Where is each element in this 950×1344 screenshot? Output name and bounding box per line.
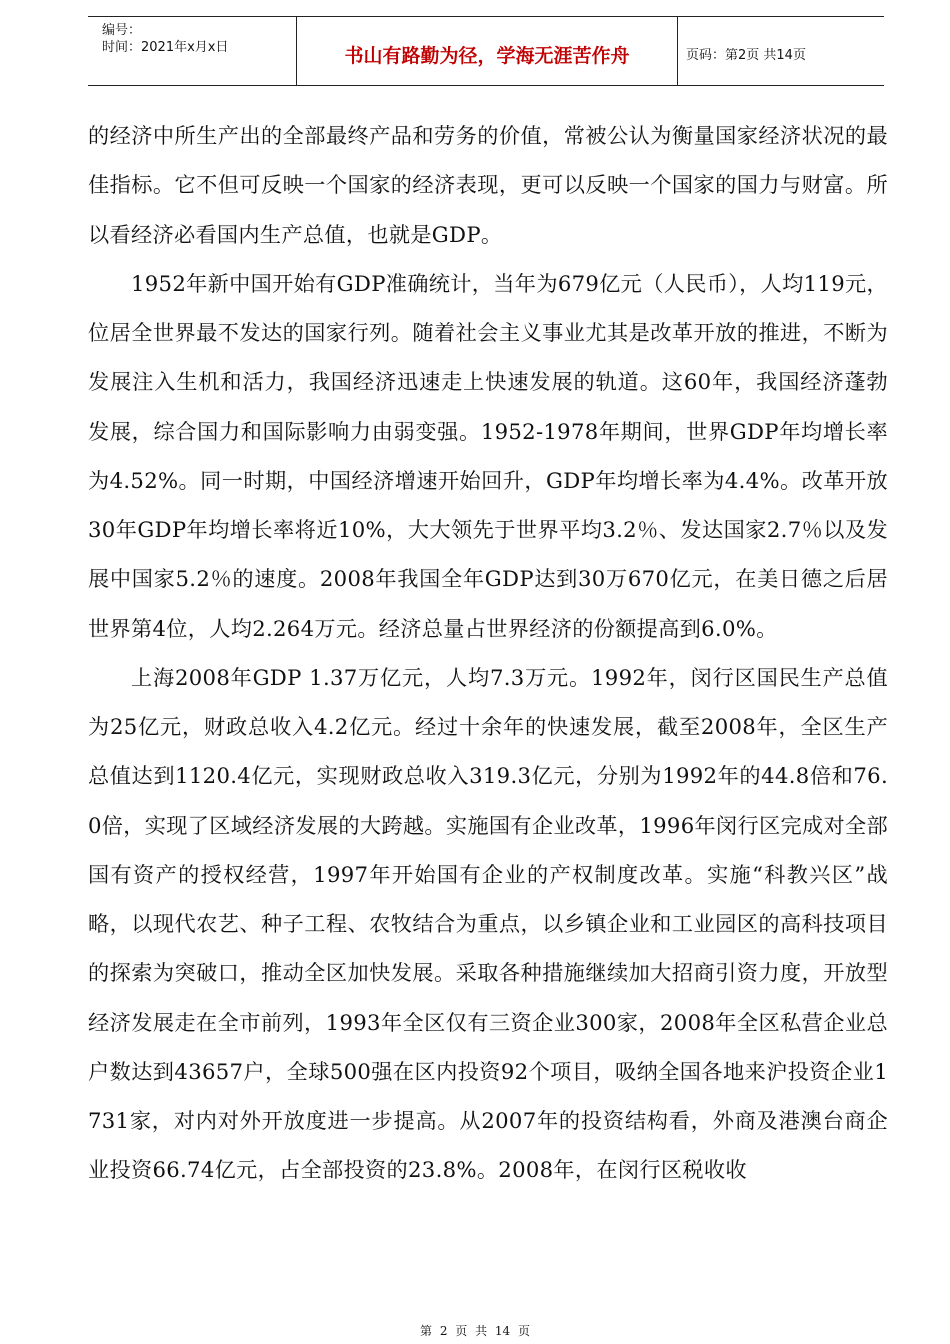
header-page-info: 页码：第2页 共14页 [686, 48, 806, 63]
paragraph-continued: 的经济中所生产出的全部最终产品和劳务的价值，常被公认为衡量国家经济状况的最佳指标。它不但可反映一个国家的经济表现，更可以反映一个国家的国力与财富。所以看经济必看国内生产总值，也就是GDP。 [88, 123, 888, 247]
page-header [88, 16, 884, 86]
paragraph-shanghai-minhang: 上海2008年GDP 1.37万亿元，人均7.3万元。1992年，闵行区国民生产总值为25亿元，财政总收入4.2亿元。经过十余年的快速发展，截至2008年，全区生产总值达到1120.4亿元，实现财政总收入319.3亿元，分别为1992年的44.8倍和76.0倍，实现了区域经济发展的大跨越。实施国有企业改革，1996年闵行区完成对全部国有资产的授权经营，1997年开始国有企业的产权制度改革。实施“科教兴区”战略，以现代农艺、种子工程、农牧结合为重点，以乡镇企业和工业园区的高科技项目的探索为突破口，推动全区加快发展。采取各种措施继续加大招商引资力度，开放型经济发展走在全市前列，1993年全区仅有三资企业300家，2008年全区私营企业总户数达到43657户，全球500强在区内投资92个项目，吸纳全国各地来沪投资企业1731家，对内对外开放度进一步提高。从2007年的投资结构看，外商及港澳台商企业投资66.74亿元，占全部投资的23.8%。2008年，在闵行区税收收 [88, 664, 888, 1183]
document-number-label: 编号： [102, 23, 142, 38]
header-meta [102, 22, 287, 56]
document-body [88, 111, 888, 1195]
header-motto-box [296, 17, 678, 85]
page-footer: 第 2 页 共 14 页 [420, 1324, 530, 1338]
paragraph-national-gdp: 1952年新中国开始有GDP准确统计，当年为679亿元（人民币），人均119元，位居全世界最不发达的国家行列。随着社会主义事业尤其是改革开放的推进，不断为发展注入生机和活力，我国经济迅速走上快速发展的轨道。这60年，我国经济蓬勃发展，综合国力和国际影响力由弱变强。1952-1978年期间，世界GDP年均增长率为4.52%。同一时期，中国经济增速开始回升，GDP年均增长率为4.4%。改革开放30年GDP年均增长率将近10%，大大领先于世界平均3.2％、发达国家2.7％以及发展中国家5.2％的速度。2008年我国全年GDP达到30万670亿元，在美日德之后居世界第4位，人均2.264万元。经济总量占世界经济的份额提高到6.0%。 [88, 270, 888, 641]
document-time: 时间：2021年x月x日 [102, 40, 229, 55]
header-motto: 书山有路勤为径，学海无涯苦作舟 [344, 45, 630, 67]
